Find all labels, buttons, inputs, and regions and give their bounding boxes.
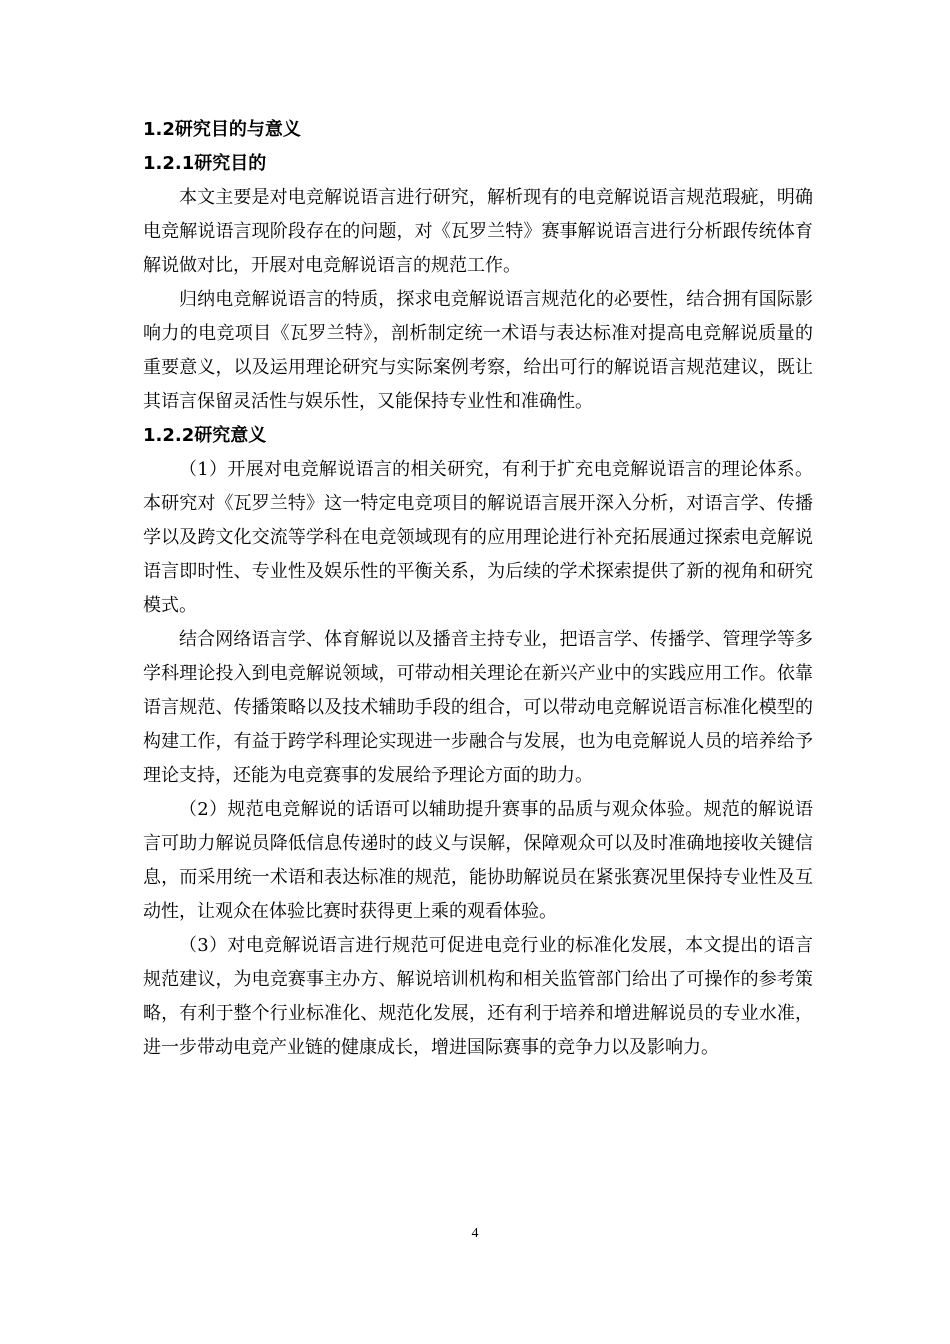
page-number: 4	[471, 1226, 479, 1241]
subsection-heading-significance: 1.2.2研究意义	[143, 425, 267, 446]
page-body	[143, 113, 813, 1065]
paragraph: 结合网络语言学、体育解说以及播音主持专业，把语言学、传播学、管理学等多学科理论投入到电竞解说领域，可带动相关理论在新兴产业中的实践应用工作。依靠语言规范、传播策略以及技术辅助手段的组合，可以带动电竞解说语言标准化模型的构建工作，有益于跨学科理论实现进一步融合与发展，也为电竞解说人员的培养给予理论支持，还能为电竞赛事的发展给予理论方面的助力。	[143, 629, 813, 786]
section-heading: 1.2研究目的与意义	[143, 119, 301, 140]
paragraph: 归纳电竞解说语言的特质，探求电竞解说语言规范化的必要性，结合拥有国际影响力的电竞项目《瓦罗兰特》，剖析制定统一术语与表达标准对提高电竞解说质量的重要意义，以及运用理论研究与实际案例考察，给出可行的解说语言规范建议，既让其语言保留灵活性与娱乐性，又能保持专业性和准确性。	[143, 289, 813, 412]
paragraph: （1）开展对电竞解说语言的相关研究，有利于扩充电竞解说语言的理论体系。本研究对《瓦罗兰特》这一特定电竞项目的解说语言展开深入分析，对语言学、传播学以及跨文化交流等学科在电竞领域现有的应用理论进行补充拓展通过探索电竞解说语言即时性、专业性及娱乐性的平衡关系，为后续的学术探索提供了新的视角和研究模式。	[143, 459, 813, 616]
subsection-heading-purpose: 1.2.1研究目的	[143, 153, 267, 174]
paragraph: 本文主要是对电竞解说语言进行研究，解析现有的电竞解说语言规范瑕疵，明确电竞解说语言现阶段存在的问题，对《瓦罗兰特》赛事解说语言进行分析跟传统体育解说做对比，开展对电竞解说语言的规范工作。	[143, 187, 813, 276]
paragraph: （2）规范电竞解说的话语可以辅助提升赛事的品质与观众体验。规范的解说语言可助力解说员降低信息传递时的歧义与误解，保障观众可以及时准确地接收关键信息，而采用统一术语和表达标准的规范，能协助解说员在紧张赛况里保持专业性及互动性，让观众在体验比赛时获得更上乘的观看体验。	[143, 799, 813, 922]
paragraph: （3）对电竞解说语言进行规范可促进电竞行业的标准化发展，本文提出的语言规范建议，为电竞赛事主办方、解说培训机构和相关监管部门给出了可操作的参考策略，有利于整个行业标准化、规范化发展，还有利于培养和增进解说员的专业水准，进一步带动电竞产业链的健康成长，增进国际赛事的竞争力以及影响力。	[143, 935, 813, 1058]
